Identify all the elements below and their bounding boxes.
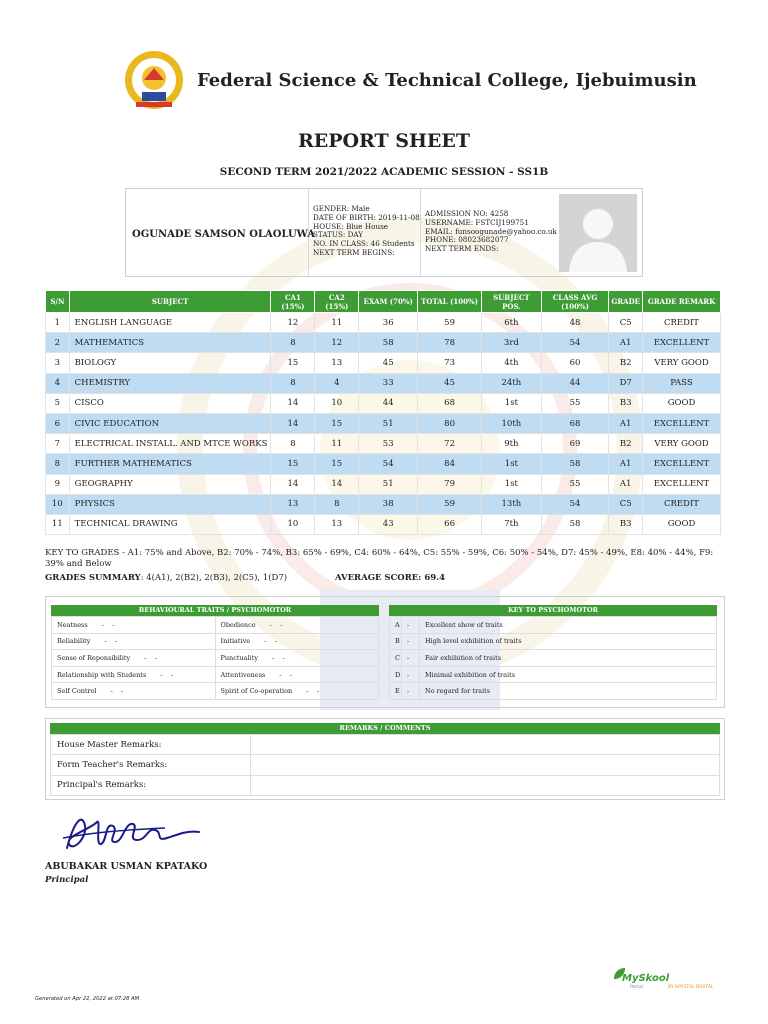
row-class-avg: 58 bbox=[541, 514, 609, 534]
row-ca2: 15 bbox=[315, 454, 359, 474]
principal-remarks-row bbox=[51, 775, 720, 795]
row-subject: GEOGRAPHY bbox=[69, 474, 271, 494]
row-ca1: 8 bbox=[271, 434, 315, 454]
row-sn: 10 bbox=[46, 494, 70, 514]
behaviour-trait-label: Reliability bbox=[57, 637, 91, 646]
behaviour-trait-rating: - - bbox=[110, 687, 124, 696]
row-exam: 58 bbox=[359, 333, 418, 353]
header-subject: SUBJECT bbox=[69, 291, 271, 313]
psychomotor-separator: - bbox=[402, 666, 420, 683]
average-score: AVERAGE SCORE: 69.4 bbox=[335, 573, 446, 583]
house-master-remarks-value bbox=[251, 735, 720, 755]
row-exam: 33 bbox=[359, 373, 418, 393]
row-ca1: 14 bbox=[271, 393, 315, 413]
grades-summary-value: : 4(A1), 2(B2), 2(B3), 2(C5), 1(D7) bbox=[140, 573, 288, 583]
behaviour-trait-label: Initiative bbox=[220, 637, 251, 646]
house: HOUSE: Blue House bbox=[313, 221, 389, 231]
school-logo bbox=[122, 50, 186, 114]
row-grade: B3 bbox=[609, 514, 643, 534]
behaviour-trait-label: Sense of Reponsibility bbox=[57, 653, 131, 662]
row-exam: 45 bbox=[359, 353, 418, 373]
row-total: 45 bbox=[418, 373, 482, 393]
header-ca2: CA2 (15%) bbox=[315, 291, 359, 313]
row-grade: B3 bbox=[609, 393, 643, 413]
row-grade-remark: EXCELLENT bbox=[643, 413, 721, 433]
grades-summary-label: GRADES SUMMARY bbox=[45, 573, 141, 583]
behaviour-row bbox=[52, 650, 379, 667]
behaviour-trait-rating: - - bbox=[160, 670, 173, 679]
row-class-avg: 48 bbox=[541, 313, 609, 333]
row-subject: PHYSICS bbox=[69, 494, 271, 514]
username: USERNAME: FSTCIJ199751 bbox=[425, 217, 529, 227]
row-ca1: 12 bbox=[271, 313, 315, 333]
row-ca2: 13 bbox=[315, 514, 359, 534]
row-exam: 53 bbox=[359, 434, 418, 454]
behaviour-trait-cell bbox=[52, 650, 216, 667]
header-class-avg: CLASS AVG (100%) bbox=[541, 291, 609, 313]
row-grade-remark: EXCELLENT bbox=[643, 454, 721, 474]
grades-summary bbox=[45, 573, 287, 583]
row-class-avg: 44 bbox=[541, 373, 609, 393]
row-subject: CISCO bbox=[69, 393, 271, 413]
psychomotor-header: KEY TO PSYCHOMOTOR bbox=[389, 605, 717, 616]
grades-table-row bbox=[46, 474, 721, 494]
behaviour-row bbox=[52, 617, 379, 634]
remarks-header: REMARKS / COMMENTS bbox=[50, 723, 720, 734]
row-grade-remark: EXCELLENT bbox=[643, 333, 721, 353]
behaviour-table bbox=[51, 616, 379, 700]
row-exam: 44 bbox=[359, 393, 418, 413]
behaviour-panel bbox=[51, 605, 379, 700]
header-sn: S/N bbox=[46, 291, 70, 313]
psychomotor-description: Excellent show of traits bbox=[420, 617, 717, 634]
psychomotor-code: B bbox=[390, 633, 402, 650]
row-grade: D7 bbox=[609, 373, 643, 393]
behaviour-trait-cell bbox=[52, 666, 216, 683]
grades-table-row bbox=[46, 494, 721, 514]
remarks-panel bbox=[50, 723, 720, 796]
behaviour-header: BEHAVIOURAL TRAITS / PSYCHOMOTOR bbox=[51, 605, 379, 616]
term-title: SECOND TERM 2021/2022 ACADEMIC SESSION - SS1B bbox=[219, 166, 549, 178]
behaviour-trait-cell bbox=[215, 617, 379, 634]
row-subject-pos: 13th bbox=[482, 494, 542, 514]
header-grade-remark: GRADE REMARK bbox=[643, 291, 721, 313]
row-sn: 8 bbox=[46, 454, 70, 474]
row-total: 79 bbox=[418, 474, 482, 494]
row-ca1: 8 bbox=[271, 373, 315, 393]
psychomotor-code: D bbox=[390, 666, 402, 683]
school-name: Federal Science & Technical College, Ijebuimusin bbox=[197, 70, 697, 91]
psychomotor-separator: - bbox=[402, 683, 420, 700]
row-grade: A1 bbox=[609, 333, 643, 353]
row-sn: 2 bbox=[46, 333, 70, 353]
behaviour-trait-cell bbox=[215, 683, 379, 700]
row-grade: B2 bbox=[609, 353, 643, 373]
behaviour-trait-label: Obedience bbox=[220, 620, 256, 629]
myskool-brand bbox=[612, 965, 732, 995]
grades-table-row bbox=[46, 313, 721, 333]
header-ca1: CA1 (15%) bbox=[271, 291, 315, 313]
row-exam: 36 bbox=[359, 313, 418, 333]
key-to-grades: KEY TO GRADES - A1: 75% and Above, B2: 70% - 74%, B3: 65% - 69%, C4: 60% - 64%, C5: 55% - 59%, C6: 50% - 54%, D7: 45% - 49%, E8: 40% - 44%, F9: 39% and Below bbox=[45, 548, 714, 569]
row-ca2: 15 bbox=[315, 413, 359, 433]
behaviour-trait-rating: - - bbox=[272, 653, 285, 662]
row-ca2: 11 bbox=[315, 313, 359, 333]
psychomotor-row bbox=[390, 683, 717, 700]
psychomotor-description: High level exhibition of traits bbox=[420, 633, 717, 650]
row-total: 72 bbox=[418, 434, 482, 454]
status: STATUS: DAY bbox=[313, 230, 364, 240]
grades-table-row bbox=[46, 514, 721, 534]
row-subject: ELECTRICAL INSTALL. AND MTCE WORKS bbox=[69, 434, 271, 454]
row-exam: 51 bbox=[359, 413, 418, 433]
row-sn: 6 bbox=[46, 413, 70, 433]
remarks-section bbox=[45, 718, 725, 800]
row-subject: CIVIC EDUCATION bbox=[69, 413, 271, 433]
row-ca1: 15 bbox=[271, 353, 315, 373]
row-ca2: 10 bbox=[315, 393, 359, 413]
student-bio-cell bbox=[309, 189, 421, 276]
row-sn: 1 bbox=[46, 313, 70, 333]
header-total: TOTAL (100%) bbox=[418, 291, 482, 313]
behaviour-trait-rating: - - bbox=[264, 637, 277, 646]
row-total: 78 bbox=[418, 333, 482, 353]
row-exam: 54 bbox=[359, 454, 418, 474]
row-grade: A1 bbox=[609, 454, 643, 474]
row-sn: 3 bbox=[46, 353, 70, 373]
psychomotor-row bbox=[390, 633, 717, 650]
row-grade-remark: PASS bbox=[643, 373, 721, 393]
row-ca1: 15 bbox=[271, 454, 315, 474]
behaviour-trait-rating: - - bbox=[269, 620, 283, 629]
psychomotor-code: E bbox=[390, 683, 402, 700]
psychomotor-description: Fair exhibition of traits bbox=[420, 650, 717, 667]
psychomotor-row bbox=[390, 666, 717, 683]
phone: PHONE: 08023682077 bbox=[425, 235, 509, 245]
row-subject-pos: 4th bbox=[482, 353, 542, 373]
row-ca1: 10 bbox=[271, 514, 315, 534]
header-grade: GRADE bbox=[609, 291, 643, 313]
row-total: 84 bbox=[418, 454, 482, 474]
behaviour-trait-cell bbox=[215, 650, 379, 667]
grades-header-row bbox=[46, 291, 721, 313]
principal-name: ABUBAKAR USMAN KPATAKO bbox=[45, 861, 208, 872]
generated-timestamp: Generated on Apr 22, 2022 at 07:28 AM bbox=[35, 996, 140, 1002]
row-exam: 38 bbox=[359, 494, 418, 514]
traits-section bbox=[45, 596, 725, 708]
row-ca2: 13 bbox=[315, 353, 359, 373]
form-teacher-remarks-value bbox=[251, 755, 720, 775]
student-avatar bbox=[559, 194, 637, 272]
behaviour-trait-cell bbox=[52, 633, 216, 650]
principal-signature bbox=[55, 808, 205, 858]
form-teacher-remarks-row bbox=[51, 755, 720, 775]
row-subject-pos: 3rd bbox=[482, 333, 542, 353]
next-term-begins: NEXT TERM BEGINS: bbox=[313, 247, 395, 257]
row-ca1: 14 bbox=[271, 474, 315, 494]
row-grade: C5 bbox=[609, 313, 643, 333]
row-grade-remark: GOOD bbox=[643, 393, 721, 413]
row-subject-pos: 1st bbox=[482, 474, 542, 494]
row-grade-remark: VERY GOOD bbox=[643, 353, 721, 373]
admission-no: ADMISSION NO: 4258 bbox=[425, 209, 509, 218]
header-exam: EXAM (70%) bbox=[359, 291, 418, 313]
behaviour-trait-label: Self Control bbox=[57, 687, 97, 696]
row-total: 80 bbox=[418, 413, 482, 433]
avatar-placeholder-icon bbox=[559, 194, 637, 272]
grades-table-row bbox=[46, 373, 721, 393]
gender: GENDER: Male bbox=[313, 204, 370, 213]
behaviour-trait-cell bbox=[215, 666, 379, 683]
grades-table bbox=[45, 290, 721, 535]
row-ca2: 14 bbox=[315, 474, 359, 494]
row-class-avg: 69 bbox=[541, 434, 609, 454]
row-exam: 43 bbox=[359, 514, 418, 534]
row-subject-pos: 1st bbox=[482, 454, 542, 474]
row-subject-pos: 6th bbox=[482, 313, 542, 333]
row-subject: TECHNICAL DRAWING bbox=[69, 514, 271, 534]
behaviour-row bbox=[52, 633, 379, 650]
psychomotor-row bbox=[390, 617, 717, 634]
grades-table-row bbox=[46, 434, 721, 454]
row-subject: BIOLOGY bbox=[69, 353, 271, 373]
behaviour-trait-rating: - - bbox=[279, 670, 292, 679]
principal-remarks-label: Principal's Remarks: bbox=[51, 775, 251, 795]
remarks-table bbox=[50, 734, 720, 796]
behaviour-trait-label: Punctuality bbox=[220, 653, 259, 662]
row-total: 73 bbox=[418, 353, 482, 373]
row-subject-pos: 9th bbox=[482, 434, 542, 454]
class-size: NO. IN CLASS: 46 Students bbox=[313, 239, 415, 249]
row-grade-remark: GOOD bbox=[643, 514, 721, 534]
form-teacher-remarks-label: Form Teacher's Remarks: bbox=[51, 755, 251, 775]
psychomotor-separator: - bbox=[402, 650, 420, 667]
row-ca1: 13 bbox=[271, 494, 315, 514]
row-grade-remark: EXCELLENT bbox=[643, 474, 721, 494]
email: EMAIL: funsoogunade@yahoo.co.uk bbox=[425, 226, 557, 236]
student-contact-cell bbox=[421, 189, 557, 276]
brand-name: MySkool bbox=[622, 973, 670, 984]
row-grade-remark: CREDIT bbox=[643, 494, 721, 514]
behaviour-row bbox=[52, 666, 379, 683]
report-title: REPORT SHEET bbox=[297, 130, 471, 152]
row-subject-pos: 24th bbox=[482, 373, 542, 393]
grades-table-row bbox=[46, 393, 721, 413]
row-class-avg: 54 bbox=[541, 333, 609, 353]
row-ca1: 14 bbox=[271, 413, 315, 433]
row-subject: ENGLISH LANGUAGE bbox=[69, 313, 271, 333]
row-ca2: 8 bbox=[315, 494, 359, 514]
psychomotor-code: A bbox=[390, 617, 402, 634]
row-grade: C5 bbox=[609, 494, 643, 514]
row-ca2: 12 bbox=[315, 333, 359, 353]
grades-table-row bbox=[46, 333, 721, 353]
row-subject: FURTHER MATHEMATICS bbox=[69, 454, 271, 474]
psychomotor-key-panel bbox=[389, 605, 717, 700]
row-grade: B2 bbox=[609, 434, 643, 454]
row-subject-pos: 10th bbox=[482, 413, 542, 433]
behaviour-row bbox=[52, 683, 379, 700]
behaviour-trait-cell bbox=[215, 633, 379, 650]
psychomotor-separator: - bbox=[402, 617, 420, 634]
row-ca2: 4 bbox=[315, 373, 359, 393]
student-name-cell bbox=[126, 189, 316, 276]
psychomotor-description: Minimal exhibition of traits bbox=[420, 666, 717, 683]
psychomotor-table bbox=[389, 616, 717, 700]
psychomotor-code: C bbox=[390, 650, 402, 667]
row-ca1: 8 bbox=[271, 333, 315, 353]
row-total: 59 bbox=[418, 313, 482, 333]
row-total: 68 bbox=[418, 393, 482, 413]
behaviour-trait-label: Relationship with Students bbox=[57, 670, 147, 679]
next-term-ends: NEXT TERM ENDS: bbox=[425, 244, 499, 254]
behaviour-trait-label: Neatness bbox=[57, 620, 88, 629]
behaviour-trait-rating: - - bbox=[306, 687, 319, 696]
row-class-avg: 54 bbox=[541, 494, 609, 514]
behaviour-trait-rating: - - bbox=[101, 620, 115, 629]
psychomotor-description: No regard for traits bbox=[420, 683, 717, 700]
row-total: 59 bbox=[418, 494, 482, 514]
brand-sub: Portal bbox=[630, 985, 643, 990]
behaviour-trait-cell bbox=[52, 617, 216, 634]
row-subject-pos: 1st bbox=[482, 393, 542, 413]
row-sn: 4 bbox=[46, 373, 70, 393]
student-name: OGUNADE SAMSON OLAOLUWA bbox=[132, 229, 316, 240]
behaviour-trait-label: Attentiveness bbox=[220, 670, 266, 679]
date-of-birth: DATE OF BIRTH: 2019-11-08 bbox=[313, 212, 420, 222]
row-class-avg: 58 bbox=[541, 454, 609, 474]
row-grade: A1 bbox=[609, 474, 643, 494]
row-exam: 51 bbox=[359, 474, 418, 494]
psychomotor-separator: - bbox=[402, 633, 420, 650]
grades-table-row bbox=[46, 454, 721, 474]
house-master-remarks-label: House Master Remarks: bbox=[51, 735, 251, 755]
behaviour-trait-cell bbox=[52, 683, 216, 700]
principal-remarks-value bbox=[251, 775, 720, 795]
grades-table-row bbox=[46, 353, 721, 373]
psychomotor-row bbox=[390, 650, 717, 667]
row-subject: MATHEMATICS bbox=[69, 333, 271, 353]
behaviour-trait-label: Spirit of Co-operation bbox=[220, 687, 293, 696]
row-grade: A1 bbox=[609, 413, 643, 433]
row-class-avg: 60 bbox=[541, 353, 609, 373]
school-header bbox=[122, 50, 697, 114]
brand-partner: BY KRYSTAL DIGITAL bbox=[668, 985, 714, 990]
header-subject-pos: SUBJECT POS. bbox=[482, 291, 542, 313]
row-class-avg: 55 bbox=[541, 393, 609, 413]
row-class-avg: 68 bbox=[541, 413, 609, 433]
row-subject-pos: 7th bbox=[482, 514, 542, 534]
house-master-remarks-row bbox=[51, 735, 720, 755]
grades-table-row bbox=[46, 413, 721, 433]
row-grade-remark: VERY GOOD bbox=[643, 434, 721, 454]
behaviour-trait-rating: - - bbox=[104, 637, 118, 646]
row-subject: CHEMISTRY bbox=[69, 373, 271, 393]
principal-role: Principal bbox=[45, 875, 89, 885]
row-class-avg: 55 bbox=[541, 474, 609, 494]
row-total: 66 bbox=[418, 514, 482, 534]
row-grade-remark: CREDIT bbox=[643, 313, 721, 333]
behaviour-trait-rating: - - bbox=[144, 653, 157, 662]
row-sn: 9 bbox=[46, 474, 70, 494]
row-sn: 11 bbox=[46, 514, 70, 534]
row-sn: 5 bbox=[46, 393, 70, 413]
row-sn: 7 bbox=[46, 434, 70, 454]
student-info-box bbox=[125, 188, 643, 277]
row-ca2: 11 bbox=[315, 434, 359, 454]
